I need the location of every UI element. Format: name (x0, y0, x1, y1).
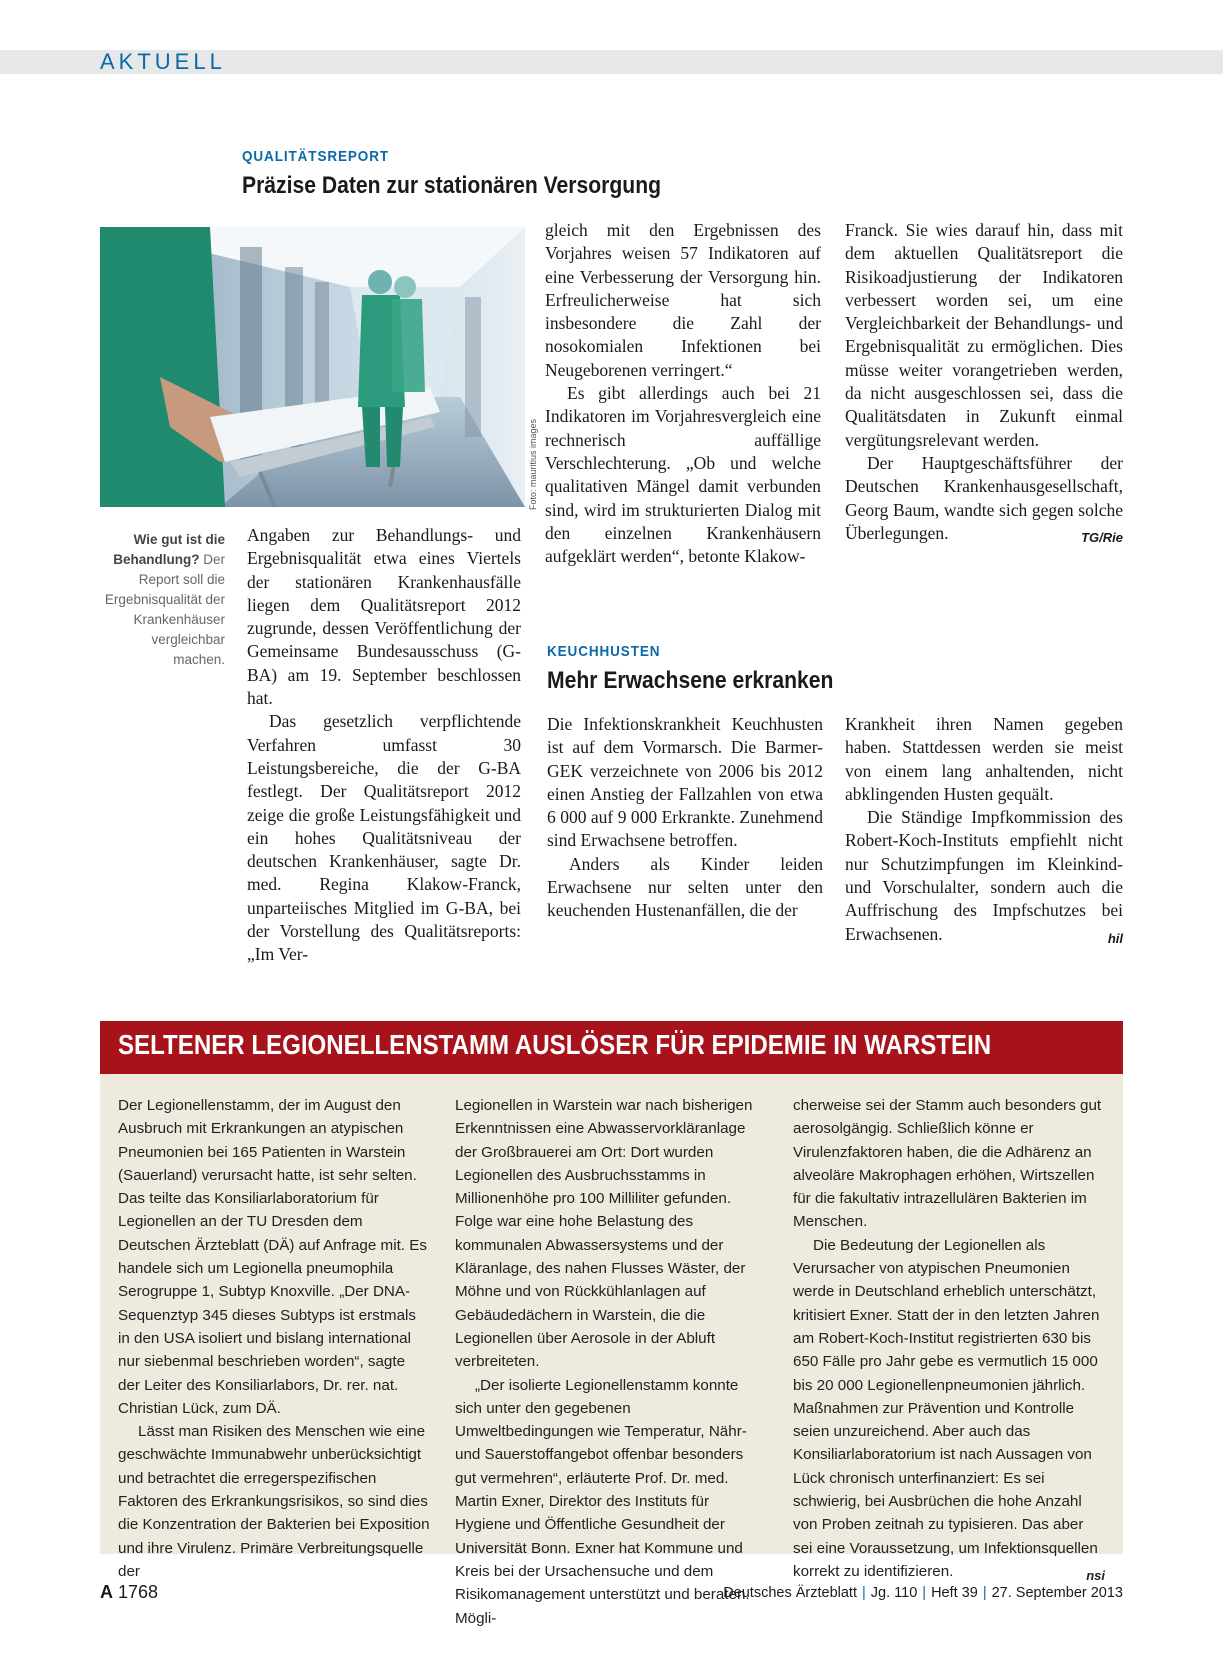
article2-column-1 (547, 713, 823, 923)
article1-col3-paragraph: Der Hauptgeschäftsführer der Deutschen Krankenhausgesellschaft, Georg Baum, wandte sich gegen solche Überlegungen. TG/Rie (845, 452, 1123, 545)
article1-column-3 (845, 219, 1123, 549)
article2-col1-paragraph: Anders als Kinder leiden Erwachsene nur selten unter den keuchenden Hustenanfällen, die der (547, 853, 823, 921)
hospital-corridor-photo (100, 227, 525, 507)
article1-col1-paragraph: Das gesetzlich verpflichtende Verfahren umfasst 30 Leistungsbereiche, die der G-BA festlegt. Der Qualitätsreport 2012 zeige die große Leistungsfähigkeit und ein hohes Qualitätsniveau der deutschen Krankenhäuser, sagte Dr. med. Regina Klakow-Franck, unparteiisches Mitglied im G-BA, bei der Vorstellung des Qualitätsreports: „Im Ver- (247, 711, 521, 965)
journal-info: Deutsches Ärzteblatt | Jg. 110 | Heft 39 | 27. September 2013 (723, 1585, 1123, 1601)
article2-kicker: KEUCHHUSTEN (547, 643, 661, 660)
box-col1-paragraph: Der Legionellenstamm, der im August den Ausbruch mit Erkrankungen an atypischen Pneumonien bei 165 Patienten in Warstein (Sauerland) verursacht hatte, ist sehr selten. Das teilte das Konsiliarlaboratorium für Legionellen an der TU Dresden dem Deutschen Ärzteblatt (DÄ) auf Anfrage mit. Es handele sich um Legionella pneumophila Serogruppe 1, Subtyp Knoxville. „Der DNA-Sequenztyp 345 dieses Subtyps ist erstmals in den USA isoliert und bislang international nur siebenmal beschrieben worden“, sagte der Leiter des Konsiliarlabors, Dr. rer. nat. Christian Lück, zum DÄ. (118, 1097, 427, 1417)
journal-date: 27. September 2013 (991, 1585, 1123, 1601)
box-header-bar (100, 1021, 1123, 1074)
box-title: SELTENER LEGIONELLENSTAMM AUSLÖSER FÜR EPIDEMIE IN WARSTEIN (118, 1029, 992, 1060)
article2-col2-paragraph: Die Ständige Impfkommission des Robert-Koch-Instituts empfiehlt nicht nur Schutzimpfungen im Kleinkind- und Vorschulalter, sondern auch die Auffrischung des Impfschutzes bei Erwachsenen. hil (845, 806, 1123, 946)
article2-signature: hil (1107, 930, 1123, 946)
article1-column-1 (247, 524, 521, 967)
article1-col2-paragraph: gleich mit den Ergebnissen des Vorjahres weisen 57 Indikatoren auf eine Verbesserung der Versorgung hin. Erfreulicherweise hat sich insbesondere die Zahl der nosokomialen Infektionen bei Neugeborenen verringert.“ (545, 220, 821, 380)
article2-col1-paragraph: Die Infektionskrankheit Keuchhusten ist auf dem Vormarsch. Die Barmer-GEK verzeichnete von 2006 bis 2012 einen Anstieg der Fallzahlen von etwa 6 000 auf 9 000 Erkrankte. Zunehmend sind Erwachsene betroffen. (547, 714, 823, 851)
journal-issue: Heft 39 (931, 1585, 978, 1601)
caption-text: Der Report soll die Ergebnisqualität der Krankenhäuser vergleichbar machen. (104, 552, 225, 667)
article2-column-2 (845, 713, 1123, 950)
photo-credit: Foto: mauritius images (528, 418, 538, 510)
box-col3-paragraph: cherweise sei der Stamm auch besonders gut aerosolgängig. Schließlich könne er Virulenzfaktoren haben, die die Adhärenz an alveoläre Makrophagen erhöhen, Wirtszellen für die fakultativ intrazellulären Bakterien im Menschen. (793, 1097, 1102, 1231)
article1-col2-paragraph: Es gibt allerdings auch bei 21 Indikatoren im Vorjahresvergleich eine rechnerisch auffällige Verschlechterung. „Ob und welche qualitativen Mängel damit verbunden sind, wird im strukturierten Dialog mit den einzelnen Krankenhäusern aufgeklärt werden“, betonte Klakow- (545, 383, 821, 567)
article1-signature: TG/Rie (1081, 529, 1123, 545)
journal-name: Deutsches Ärzteblatt (723, 1585, 857, 1601)
box-signature: nsi (1086, 1567, 1105, 1583)
box-column-3 (793, 1094, 1105, 1587)
caption-lead: Wie gut ist die Behandlung? (113, 532, 225, 567)
page-number: A 1768 (100, 1582, 159, 1602)
box-col2-paragraph: „Der isolierte Legionellenstamm konnte sich unter den gegebenen Umweltbedingungen wie Temperatur, Nähr- und Sauerstoffangebot offenbar besonders gut vermehren“, erläuterte Prof. Dr. med. Martin Exner, Direktor des Instituts für Hygiene und Öffentliche Gesundheit der Universität Bonn. Exner hat Kommune und Kreis bei der Ursachensuche und dem Risikomanagement unterstützt und beraten. Mögli- (455, 1376, 750, 1627)
section-label: AKTUELL (100, 49, 226, 74)
article2-col2-paragraph: Krankheit ihren Namen gegeben haben. Stattdessen werden sie meist von einem lang anhaltenden, nicht abklingenden Husten gequält. (845, 714, 1123, 804)
box-col3-paragraph: Die Bedeutung der Legionellen als Verursacher von atypischen Pneumonien werde in Deutschland erheblich unterschätzt, kritisiert Exner. Statt der in den letzten Jahren am Robert-Koch-Institut registrierten 630 bis 650 Fälle pro Jahr gebe es vermutlich 15 000 bis 20 000 Legionellenpneumonien jährlich. Maßnahmen zur Prävention und Kontrolle seien unzureichend. Aber auch das Konsiliarlaboratorium ist nach Aussagen von Lück chronisch unterfinanziert: Es sei schwierig, bei Ausbrüchen die hohe Anzahl von Proben zeitnah zu typisieren. Das aber sei eine Voraussetzung, um Infektionsquellen korrekt zu identifizieren. nsi (793, 1234, 1105, 1583)
box-column-2 (455, 1094, 767, 1630)
photo-caption (100, 530, 225, 670)
article1-col3-paragraph: Franck. Sie wies darauf hin, dass mit dem aktuellen Qualitätsreport die Risikoadjustierung der Indikatoren verbessert worden sei, um eine Vergleichbarkeit der Behandlungs- und Ergebnisqualität zu ermöglichen. Dies müsse weiter vorangetrieben werden, da nicht ausgeschlossen sei, dass die Qualitätsdaten in Zukunft einmal vergütungsrelevant werden. (845, 220, 1123, 450)
journal-volume: Jg. 110 (870, 1585, 918, 1601)
article1-column-2 (545, 219, 821, 568)
box-col2-paragraph: Legionellen in Warstein war nach bisherigen Erkenntnissen eine Abwasservorkläranlage der Großbrauerei am Ort: Dort wurden Legionellen des Ausbruchsstamms in Millionenhöhe pro 100 Milliliter gefunden. Folge war eine hohe Belastung des kommunalen Abwassersystems und der Kläranlage, des nahen Flusses Wäster, der Möhne und von Rückkühlanlagen auf Gebäudedächern in Warstein, die die Legionellen über Aerosole in der Abluft verbreiteten. (455, 1097, 753, 1371)
article1-col1-paragraph: Angaben zur Behandlungs- und Ergebnisqualität etwa eines Viertels der stationären Krankenhausfälle liegen dem Qualitätsreport 2012 zugrunde, dessen Veröffentlichung der Gemeinsame Bundesausschuss (G-BA) am 19. September beschlossen hat. (247, 525, 521, 709)
article1-headline: Präzise Daten zur stationären Versorgung (242, 172, 662, 199)
box-col1-paragraph: Lässt man Risiken des Menschen wie eine geschwächte Immunabwehr unberücksichtigt und betrachtet die erregerspezifischen Faktoren des Erkrankungsrisikos, so sind dies die Konzentration der Bakterien bei Exposition und ihre Virulenz. Primäre Verbreitungsquelle der (118, 1423, 430, 1580)
article2-headline: Mehr Erwachsene erkranken (547, 667, 834, 694)
article1-kicker: QUALITÄTSREPORT (242, 148, 390, 165)
box-column-1 (118, 1094, 430, 1583)
